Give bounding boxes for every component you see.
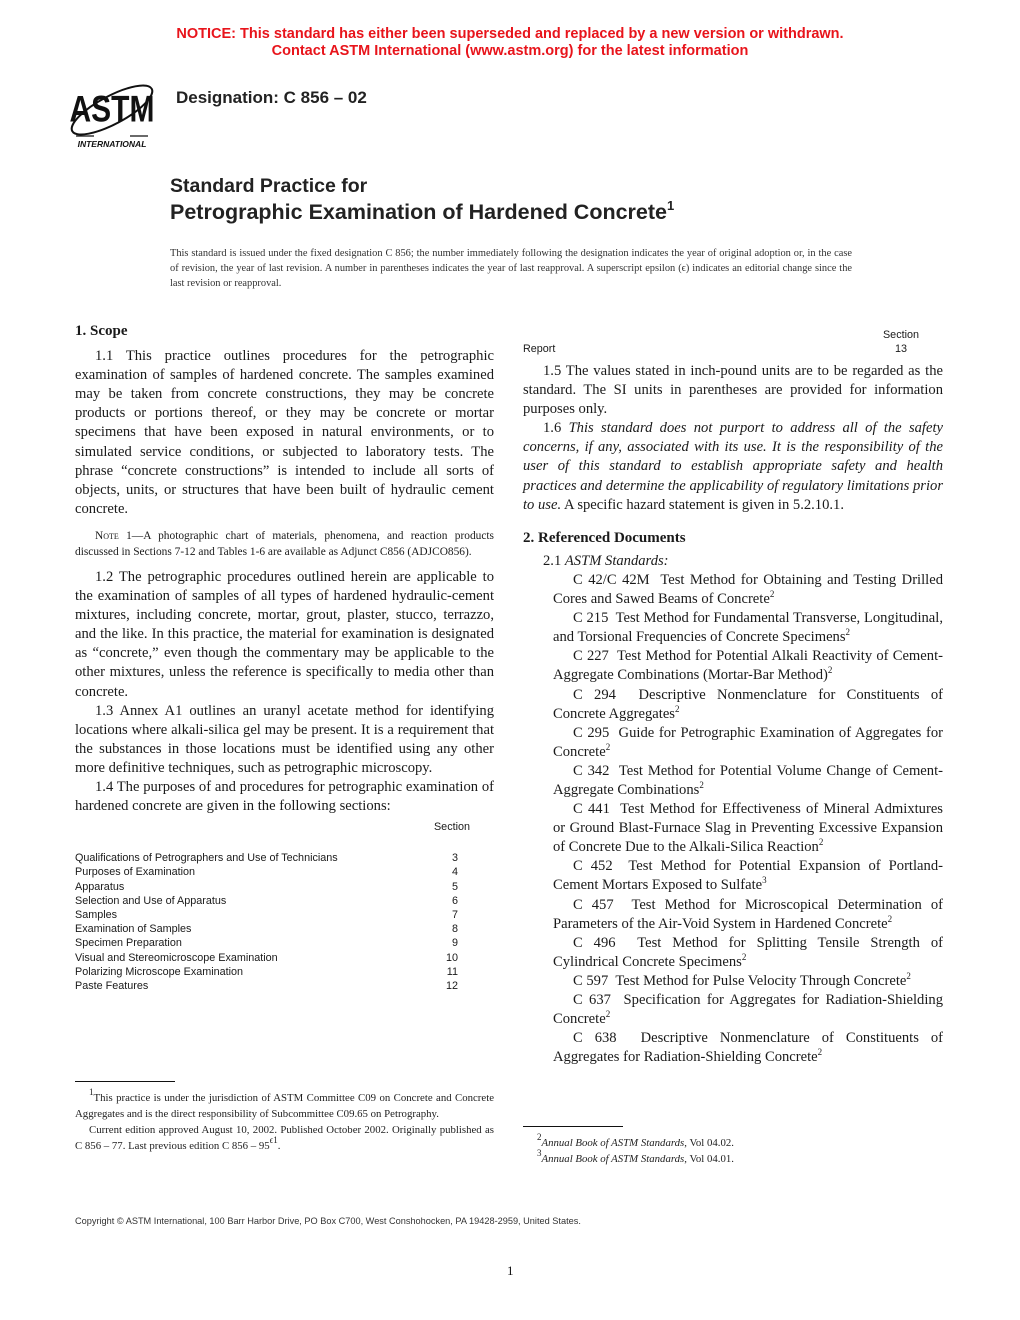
subsection-2-1: 2.1 ASTM Standards: xyxy=(543,552,669,569)
reference-item: C 42/C 42M Test Method for Obtaining and Testing Drilled Cores and Sawed Beams of Concrete$^2$ xyxy=(553,571,943,608)
paragraph-1-2: 1.2 The petrographic procedures outlined herein are applicable to the examination of samples of all types of hardened hydraulic-cement mixtures, including concrete, mortar, grout, plaster, stucco, terrazzo, and the like. In this practice, the material for examination is designated as “concrete,” even though the commentary may be applicable to the other mixtures, unless the reference is specifically to media other than concrete. xyxy=(75,568,494,700)
paragraph-1-5: 1.5 The values stated in inch-pound units are to be regarded as the standard. The SI units in parentheses are provided for information purposes only. xyxy=(523,363,943,418)
title-line-2 xyxy=(170,198,674,225)
section-1-heading: 1. Scope xyxy=(75,323,128,339)
svg-text:INTERNATIONAL: INTERNATIONAL xyxy=(77,139,147,149)
toc-row: Visual and Stereomicroscope Examination 10 xyxy=(75,951,458,964)
page-number: 1 xyxy=(507,1263,514,1278)
paragraph-1-4: 1.4 The purposes of and procedures for petrographic examination of hardened concrete are given in the following sections: xyxy=(75,778,494,815)
reference-item: C 215 Test Method for Fundamental Transverse, Longitudinal, and Torsional Frequencies of Concrete Specimens$^2$ xyxy=(553,610,943,646)
footnote-2: $^2$Annual Book of ASTM Standards, Vol 04.02. xyxy=(537,1132,734,1149)
toc-row-report: Report 13 xyxy=(523,343,907,355)
right-column xyxy=(523,330,943,1067)
astm-logo xyxy=(64,78,160,150)
section-2-heading: 2. Referenced Documents xyxy=(523,529,686,546)
sections-table-continued xyxy=(523,330,943,358)
notice-line-1: NOTICE: This standard has either been superseded and replaced by a new version or withdrawn. xyxy=(176,26,844,42)
reference-item: C 295 Guide for Petrographic Examination of Aggregates for Concrete$^2$ xyxy=(553,724,943,760)
title-text: Petrographic Examination of Hardened Concrete xyxy=(170,200,667,224)
notice-line-2: Contact ASTM International (www.astm.org) for the latest information xyxy=(271,43,749,59)
reference-item: C 452 Test Method for Potential Expansion of Portland-Cement Mortars Exposed to Sulfate$^3$ xyxy=(553,858,943,894)
reference-item: C 342 Test Method for Potential Volume Change of Cement-Aggregate Combinations$^2$ xyxy=(553,762,943,798)
designation: Designation: C 856 – 02 xyxy=(176,88,367,107)
note-1-label: Note 1 xyxy=(95,529,132,542)
reference-item: C 227 Test Method for Potential Alkali Reactivity of Cement-Aggregate Combinations (Mortar-Bar Method)$^2$ xyxy=(553,648,943,684)
toc-row: Paste Features 12 xyxy=(75,980,458,993)
astm-logo-icon xyxy=(64,78,160,150)
toc-section-header-continued: Section xyxy=(882,329,919,341)
toc-row: Qualifications of Petrographers and Use of Technicians 3 xyxy=(75,852,458,865)
reference-item: C 294 Descriptive Nonmenclature for Constituents of Concrete Aggregates$^2$ xyxy=(553,686,944,722)
title-line-1: Standard Practice for xyxy=(170,175,368,197)
footnote-1: $^1$This practice is under the jurisdiction of ASTM Committee C09 on Concrete and Concrete Aggregates and is the direct responsibility of Subcommittee C09.65 on Petrography. xyxy=(75,1087,494,1120)
reference-item: C 638 Descriptive Nonmenclature of Constituents of Aggregates for Radiation-Shielding Concrete$^2$ xyxy=(553,1030,944,1066)
toc-section-header: Section xyxy=(433,821,470,834)
toc-row: Apparatus 5 xyxy=(75,880,458,893)
footnote-rule-right xyxy=(523,1126,623,1127)
footnote-edition: Current edition approved August 10, 2002. Published October 2002. Originally published as C 856 – 77. Last previous edition C $856 - 95^{\epsilon 1}$. xyxy=(75,1124,494,1152)
toc-row: Purposes of Examination 4 xyxy=(75,866,458,879)
toc-row: Examination of Samples 8 xyxy=(75,923,458,936)
left-column xyxy=(75,322,494,993)
reference-item: C 457 Test Method for Microscopical Determination of Parameters of the Air-Void System in Hardened Concrete$^2$ xyxy=(553,896,943,932)
toc-row: Samples 7 xyxy=(75,909,458,922)
title-footnote-mark: 1 xyxy=(667,198,675,213)
footnote-rule-left xyxy=(75,1081,175,1082)
paragraph-1-6: 1.6 This standard does not purport to address all of the safety concerns, if any, associated with its use. It is the responsibility of the user of this standard to establish appropriate safety and health practices and determine the applicability of regulatory limitations prior to use. A specific hazard statement is given in 5.2.10.1. xyxy=(523,420,943,513)
toc-row: Selection and Use of Apparatus 6 xyxy=(75,894,458,907)
reference-item: C 496 Test Method for Splitting Tensile Strength of Cylindrical Concrete Specimens$^2$ xyxy=(553,934,943,970)
copyright-notice: Copyright © ASTM International, 100 Barr Harbor Drive, PO Box C700, West Conshohocken, PA 19428-2959, United States. xyxy=(75,1216,581,1226)
paragraph-1-1: 1.1 This practice outlines procedures for the petrographic examination of samples of hardened concrete. The samples examined may be taken from concrete constructions, they may be concrete products or portions thereof, or they may be concrete or mortar specimens that have been exposed in natural environments, or to simulated service conditions, or subjected to laboratory tests. The phrase “concrete constructions” is intended to include all sorts of objects, units, or structures that have been built of hydraulic cement concrete. xyxy=(75,348,494,517)
footnotes-right xyxy=(523,1132,943,1167)
toc-row: Polarizing Microscope Examination 11 xyxy=(75,965,458,978)
withdrawal-notice xyxy=(0,26,1020,60)
footnote-3: $^3$Annual Book of ASTM Standards, Vol 04.01. xyxy=(537,1148,734,1165)
svg-text:ASTM: ASTM xyxy=(69,88,155,131)
footnotes-left xyxy=(75,1087,494,1154)
note-1-text: —A photographic chart of materials, phenomena, and reaction products discussed in Sections 7-12 and Tables 1-6 are available as Adjunct C856 (ADJCO856). xyxy=(75,529,494,558)
paragraph-1-3: 1.3 Annex A1 outlines an uranyl acetate method for identifying locations where alkali-silica gel may be present. It is a requirement that the substances in those locations must be identified using any other more definitive techniques, such as petrographic microscopy. xyxy=(75,702,494,776)
issued-statement: This standard is issued under the fixed designation C 856; the number immediately following the designation indicates the year of original adoption or, in the case of revision, the year of last revision. A number in parentheses indicates the year of last reapproval. A superscript epsilon (ϵ) indicates an editorial change since the last revision or reapproval. xyxy=(170,248,852,289)
reference-item: C 441 Test Method for Effectiveness of Mineral Admixtures or Ground Blast-Furnace Slag in Preventing Excessive Expansion of Concrete Due to the Alkali-Silica Reaction$^2$ xyxy=(553,801,943,856)
sections-table xyxy=(75,851,494,993)
note-1 xyxy=(75,528,494,560)
reference-item: C 637 Specification for Aggregates for Radiation-Shielding Concrete$^2$ xyxy=(553,992,943,1028)
toc-row: Specimen Preparation 9 xyxy=(75,937,458,950)
reference-item: C 597 Test Method for Pulse Velocity Through Concrete$^2$ xyxy=(573,970,911,989)
